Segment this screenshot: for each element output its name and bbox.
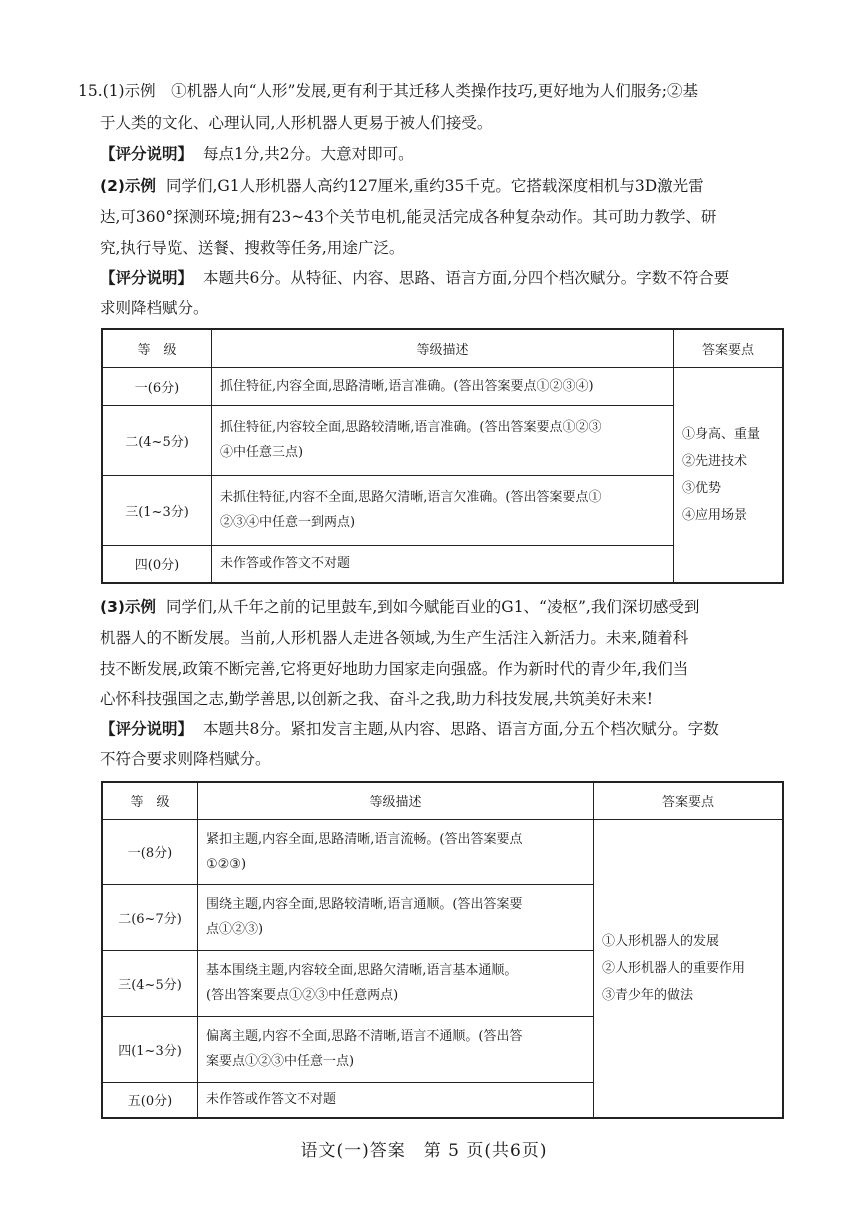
scoring-note-3 <box>100 715 719 743</box>
scoring-note-text: 本题共8分。紧扣发言主题,从内容、思路、语言方面,分五个档次赋分。字数 <box>203 720 719 738</box>
example-text: 同学们,G1人形机器人高约127厘米,重约35千克。它搭载深度相机与3D激光雷 <box>165 177 704 195</box>
page-footer: 语文(一)答案 第 5 页(共6页) <box>300 1141 548 1161</box>
description-cell <box>212 475 674 545</box>
scoring-note-1 <box>100 140 414 168</box>
table-row <box>102 367 783 405</box>
description-line: 基本围绕主题,内容较全面,思路欠清晰,语言基本通顺。 <box>206 963 518 978</box>
level-cell: 三(1~3分) <box>102 475 212 545</box>
description-line: 案要点①②③中任意一点) <box>206 1054 355 1069</box>
grading-table-2 <box>101 781 784 1119</box>
level-cell: 三(4~5分) <box>102 950 198 1016</box>
key-point: ①人形机器人的发展 <box>602 933 720 949</box>
level-cell: 四(1~3分) <box>102 1016 198 1082</box>
grading-table-1 <box>101 328 784 584</box>
header-description: 等级描述 <box>212 329 674 367</box>
header-description: 等级描述 <box>198 782 594 819</box>
key-point: ①身高、重量 <box>682 426 761 442</box>
key-point: ③优势 <box>682 480 722 496</box>
q15-2-line2: 达,可360°探测环境;拥有23~43个关节电机,能灵活完成各种复杂动作。其可助力教学、研 <box>100 208 717 226</box>
description-line: 围绕主题,内容全面,思路较清晰,语言通顺。(答出答案要 <box>206 897 523 912</box>
scoring-note-2-line2: 求则降档赋分。 <box>100 299 209 317</box>
description-cell <box>198 884 594 950</box>
q15-1-line1: 15.(1)示例 ①机器人向“人形”发展,更有利于其迁移人类操作技巧,更好地为人们服务;②基 <box>78 82 699 100</box>
level-cell: 四(0分) <box>102 545 212 583</box>
key-point: ②先进技术 <box>682 453 748 469</box>
description-line: 抓住特征,内容全面,思路清晰,语言准确。(答出答案要点①②③④) <box>220 378 594 394</box>
scoring-note-label: 【评分说明】 <box>100 720 194 738</box>
scoring-note-3-line2: 不符合要求则降档赋分。 <box>100 750 271 768</box>
description-line: 偏离主题,内容不全面,思路不清晰,语言不通顺。(答出答 <box>206 1029 523 1044</box>
scoring-note-text: 每点1分,共2分。大意对即可。 <box>203 145 414 163</box>
header-level: 等 级 <box>102 329 212 367</box>
q15-1-line2: 于人类的文化、心理认同,人形机器人更易于被人们接受。 <box>100 114 493 132</box>
level-cell: 二(4~5分) <box>102 405 212 475</box>
q15-3-line3: 技不断发展,政策不断完善,它将更好地助力国家走向强盛。作为新时代的青少年,我们当 <box>100 660 689 678</box>
header-level: 等 级 <box>102 782 198 819</box>
description-line: ①②③) <box>206 856 247 872</box>
example-label: (2)示例 <box>100 177 156 195</box>
description-cell <box>198 1016 594 1082</box>
header-points: 答案要点 <box>594 782 784 819</box>
table-header-row <box>102 782 783 819</box>
description-cell <box>212 545 674 583</box>
description-line: 未作答或作答文不对题 <box>206 1092 337 1108</box>
q15-3-line2: 机器人的不断发展。当前,人形机器人走进各领域,为生产生活注入新活力。未来,随着科 <box>100 629 689 647</box>
scoring-note-label: 【评分说明】 <box>100 145 194 163</box>
q15-3-line1 <box>100 593 699 621</box>
level-cell: 五(0分) <box>102 1082 198 1118</box>
description-line: 未抓住特征,内容不全面,思路欠清晰,语言欠准确。(答出答案要点① <box>220 490 602 505</box>
key-points-cell <box>674 367 784 583</box>
key-point: ③青少年的做法 <box>602 987 694 1003</box>
key-points-cell <box>594 819 784 1118</box>
description-cell <box>198 1082 594 1118</box>
key-point: ④应用场景 <box>682 507 748 523</box>
example-label: (3)示例 <box>100 598 156 616</box>
key-point: ②人形机器人的重要作用 <box>602 960 746 976</box>
q15-2-line3: 究,执行导览、送餐、搜救等任务,用途广泛。 <box>100 239 405 257</box>
scoring-note-2 <box>100 264 729 292</box>
description-cell <box>198 819 594 884</box>
description-cell <box>198 950 594 1016</box>
table-row <box>102 819 783 884</box>
description-cell <box>212 405 674 475</box>
description-line: 点①②③) <box>206 922 264 937</box>
scoring-note-label: 【评分说明】 <box>100 269 194 287</box>
level-cell: 一(6分) <box>102 367 212 405</box>
description-cell <box>212 367 674 405</box>
q15-3-line4: 心怀科技强国之志,勤学善思,以创新之我、奋斗之我,助力科技发展,共筑美好未来! <box>100 690 653 708</box>
table-header-row <box>102 329 783 367</box>
q15-2-line1 <box>100 172 704 200</box>
scoring-note-text: 本题共6分。从特征、内容、思路、语言方面,分四个档次赋分。字数不符合要 <box>203 269 730 287</box>
description-line: ②③④中任意一到两点) <box>220 515 356 530</box>
description-line: 未作答或作答文不对题 <box>220 556 351 572</box>
description-line: 抓住特征,内容较全面,思路较清晰,语言准确。(答出答案要点①②③ <box>220 420 602 435</box>
description-line: ④中任意三点) <box>220 445 304 460</box>
header-points: 答案要点 <box>674 329 784 367</box>
level-cell: 一(8分) <box>102 819 198 884</box>
example-text: 同学们,从千年之前的记里鼓车,到如今赋能百业的G1、“凌枢”,我们深切感受到 <box>165 598 700 616</box>
level-cell: 二(6~7分) <box>102 884 198 950</box>
description-line: (答出答案要点①②③中任意两点) <box>206 988 399 1003</box>
description-line: 紧扣主题,内容全面,思路清晰,语言流畅。(答出答案要点 <box>206 831 523 847</box>
